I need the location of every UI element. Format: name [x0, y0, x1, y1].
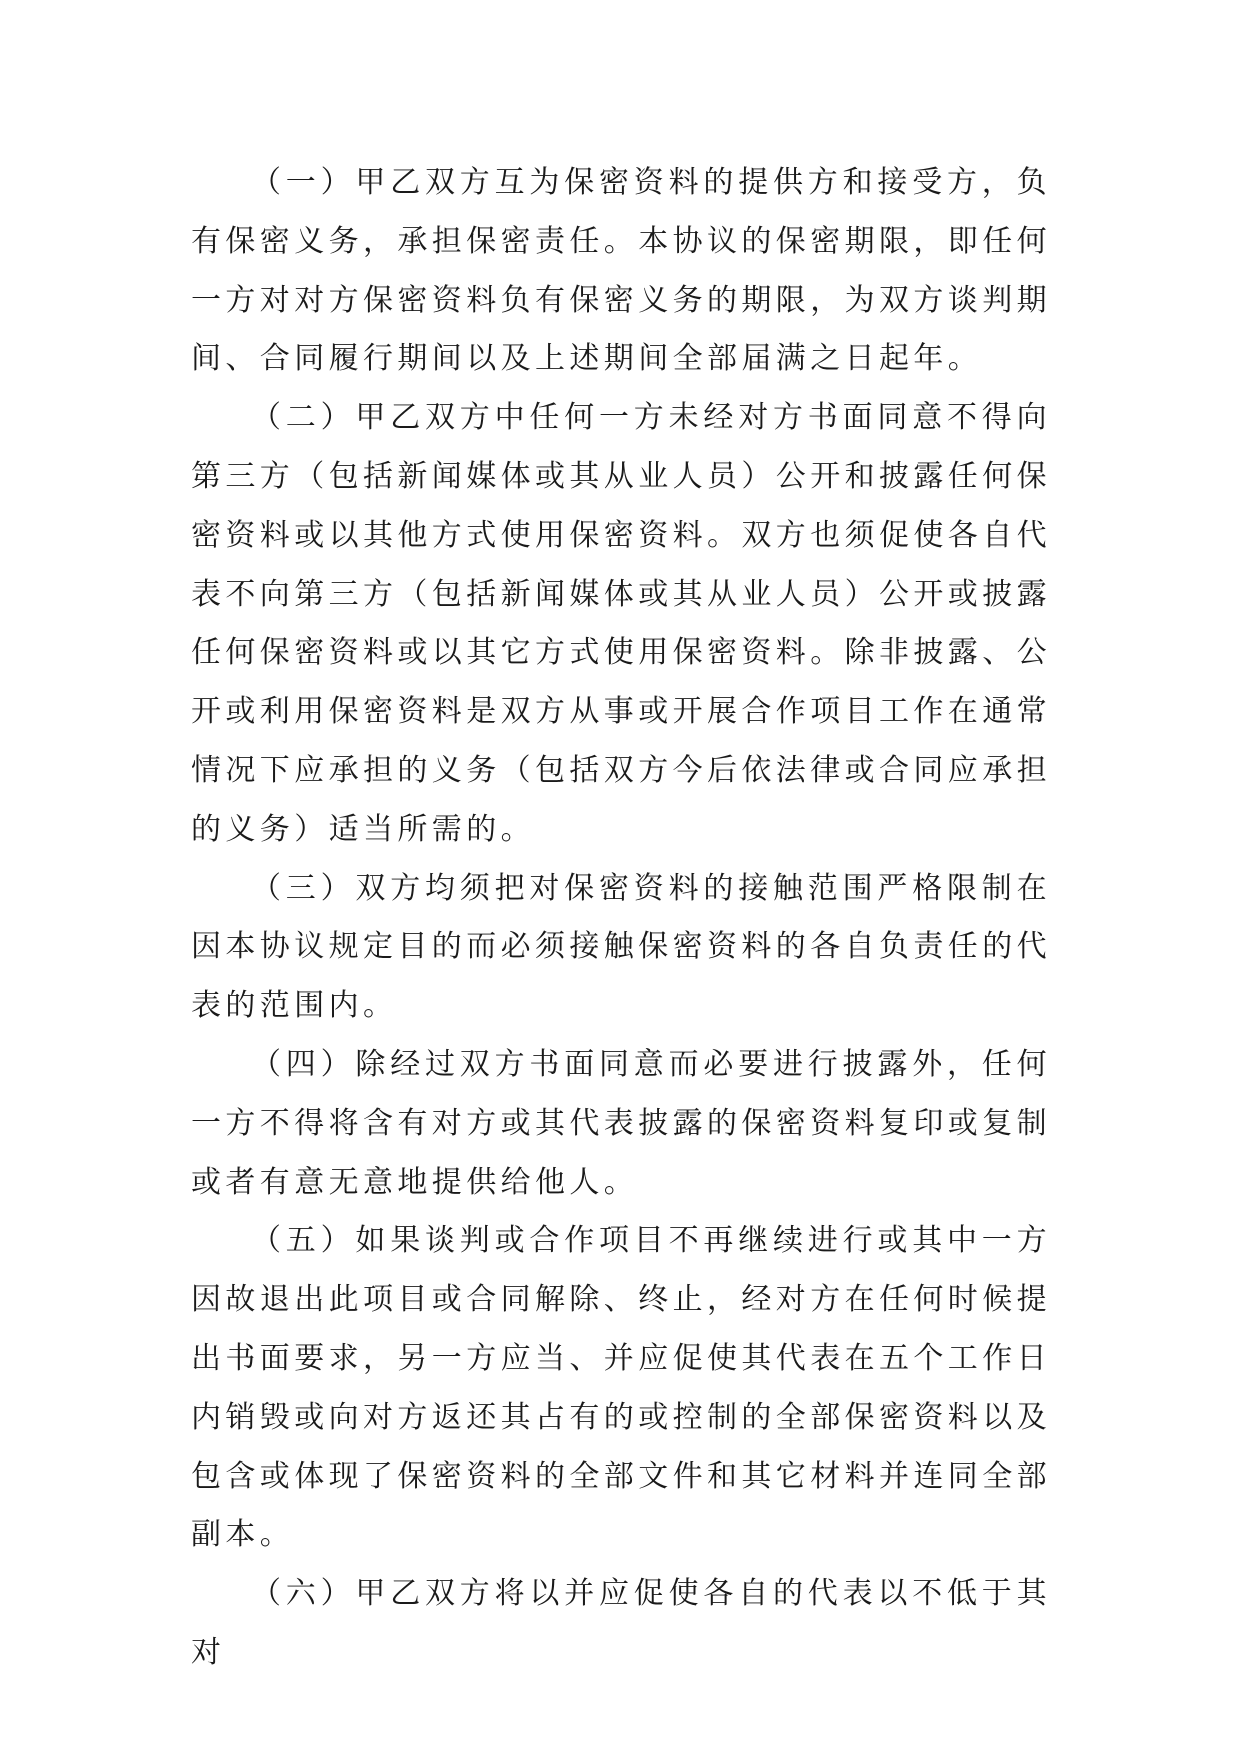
document-body	[191, 154, 1051, 1683]
paragraph-2: （二）甲乙双方中任何一方未经对方书面同意不得向第三方（包括新闻媒体或其从业人员）公开和披露任何保密资料或以其他方式使用保密资料。双方也须促使各自代表不向第三方（包括新闻媒体或其从业人员）公开或披露任何保密资料或以其它方式使用保密资料。除非披露、公开或利用保密资料是双方从事或开展合作项目工作在通常情况下应承担的义务（包括双方今后依法律或合同应承担的义务）适当所需的。	[191, 400, 1051, 847]
paragraph-6: （六）甲乙双方将以并应促使各自的代表以不低于其对	[191, 1576, 1051, 1670]
paragraph-4: （四）除经过双方书面同意而必要进行披露外，任何一方不得将含有对方或其代表披露的保密资料复印或复制或者有意无意地提供给他人。	[191, 1046, 1051, 1200]
paragraph-3: （三）双方均须把对保密资料的接触范围严格限制在因本协议规定目的而必须接触保密资料的各自负责任的代表的范围内。	[191, 870, 1051, 1024]
paragraph-5: （五）如果谈判或合作项目不再继续进行或其中一方因故退出此项目或合同解除、终止，经对方在任何时候提出书面要求，另一方应当、并应促使其代表在五个工作日内销毁或向对方返还其占有的或控制的全部保密资料以及包含或体现了保密资料的全部文件和其它材料并连同全部副本。	[191, 1223, 1051, 1553]
paragraph-1: （一）甲乙双方互为保密资料的提供方和接受方，负有保密义务，承担保密责任。本协议的保密期限，即任何一方对对方保密资料负有保密义务的期限，为双方谈判期间、合同履行期间以及上述期间全部届满之日起年。	[191, 165, 1051, 377]
